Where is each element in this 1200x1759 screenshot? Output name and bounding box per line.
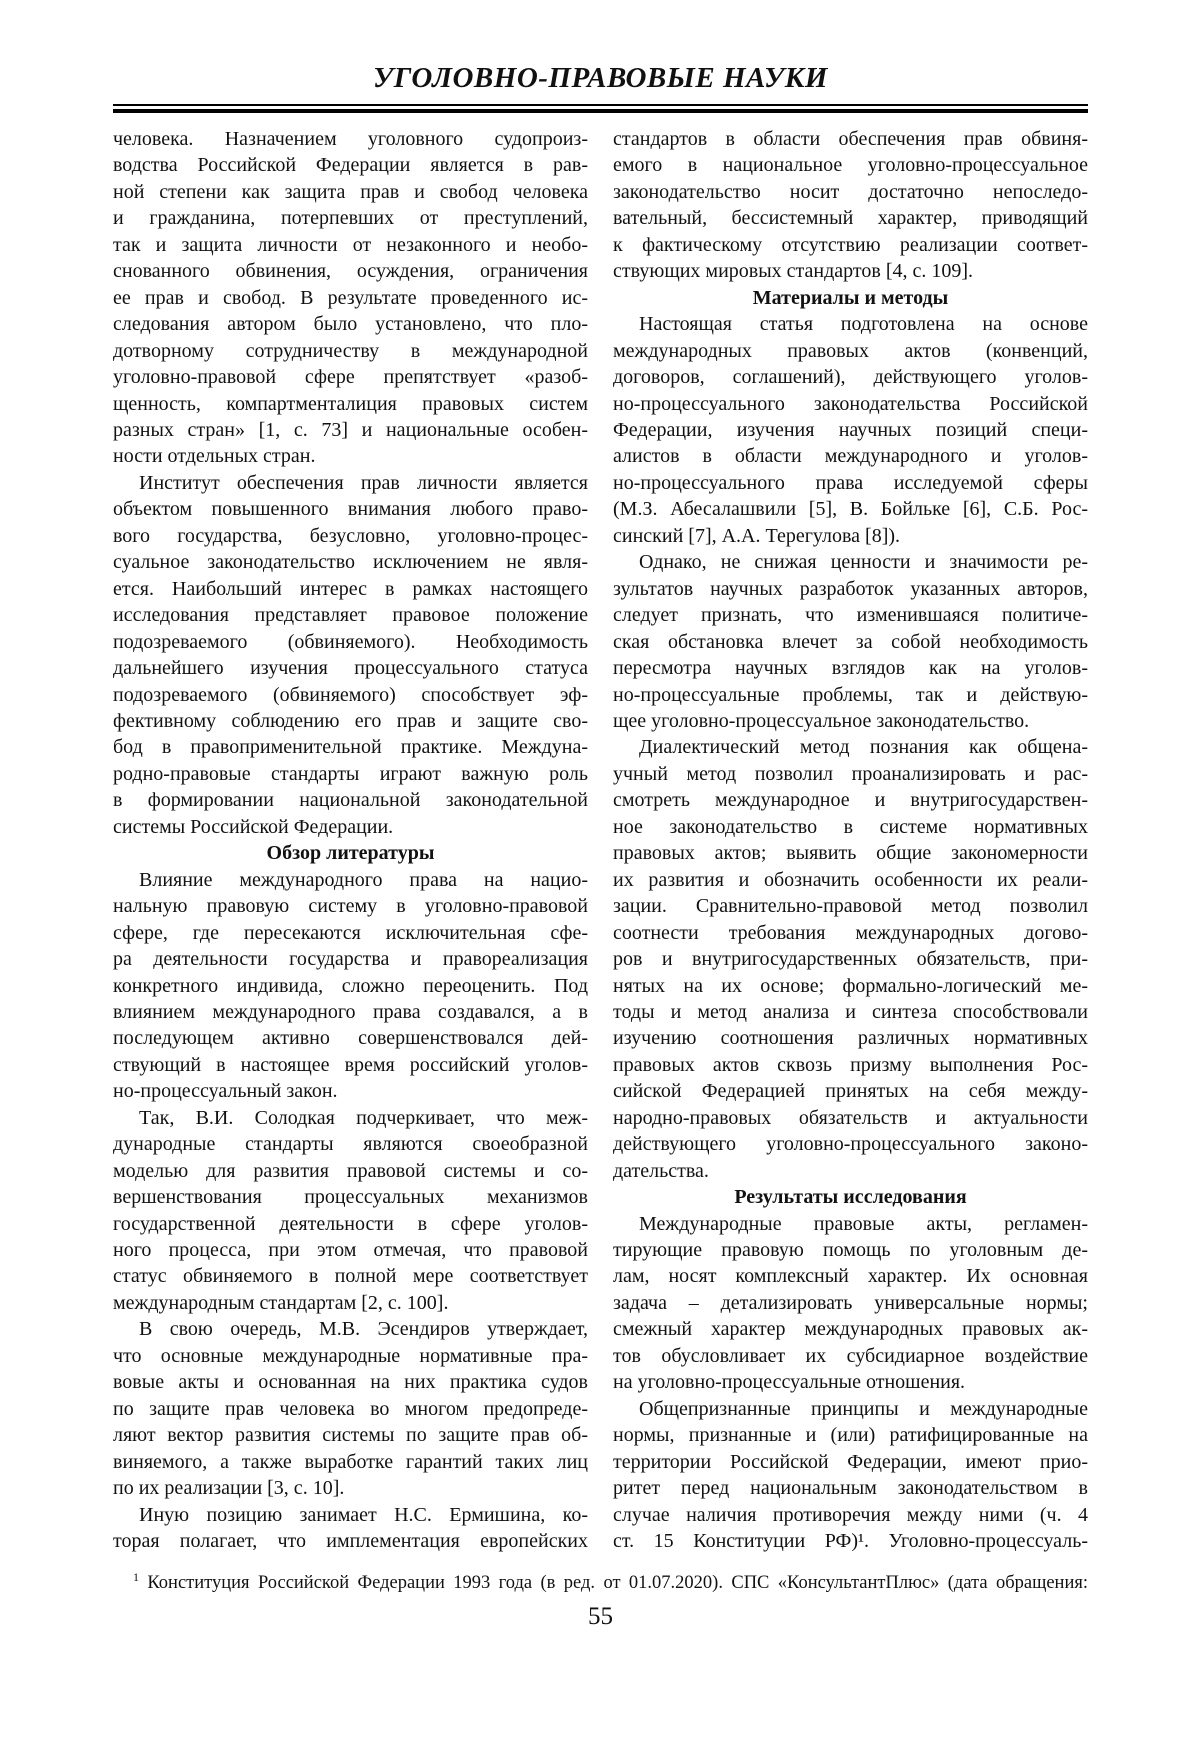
text-line: учный метод позволил проанализировать и рас- [613,762,1088,785]
text-line: Международные правовые акты, регламен- [639,1212,1088,1235]
text-line: алистов в области международного и уголов- [613,445,1088,468]
text-line: государственной деятельности в сфере уголов- [113,1212,588,1235]
text-line: правовых актов сквозь призму выполнения Рос- [613,1053,1088,1076]
text-line: снованного обвинения, осуждения, ограничения [113,260,588,283]
text-line: ного процесса, при этом отмечая, что правовой [113,1239,588,1262]
text-line: системы Российской Федерации. [113,815,394,838]
text-line: изучению соотношения различных нормативных [613,1027,1088,1050]
text-line: ется. Наибольший интерес в рамках настоящего [113,577,588,600]
text-line: смежный характер международных правовых ак- [613,1318,1088,1341]
text-line: ствующих мировых стандартов [4, с. 109]. [613,260,974,283]
text-line: соотнести требования международных догово- [613,921,1088,944]
text-line: моделью для развития правовой системы и со- [113,1159,588,1182]
text-line: их развития и обозначить особенности их реали- [613,868,1088,891]
text-line: Так, В.И. Солодкая подчеркивает, что меж- [139,1106,588,1129]
text-line: щее уголовно-процессуальное законодательство. [613,709,1030,732]
footnote [113,1571,1088,1595]
text-line: бод в правоприменительной практике. Междуна- [113,736,588,759]
page-number: 55 [588,1603,613,1631]
text-line: синский [7], А.А. Терегулова [8]). [613,524,901,547]
text-line: нятых на их основе; формально-логический ме- [613,974,1088,997]
text-line: тов обусловливает их субсидиарное воздействие [613,1344,1088,1367]
text-line: нормы, признанные и (или) ратифицированные на [613,1424,1088,1447]
section-heading: Результаты исследования [734,1186,967,1209]
text-line: подозреваемого (обвиняемого). Необходимость [113,630,588,653]
text-line: зультатов научных разработок указанных авторов, [613,577,1088,600]
text-line: пересмотра научных взглядов как на уголов- [613,657,1088,680]
text-line: ра деятельности государства и правореализация [113,948,588,971]
text-line: вовые акты и основанная на них практика судов [113,1371,588,1394]
text-line: ская обстановка влечет за собой необходимость [613,630,1088,653]
text-line: влиянием международного права создавался, а в [113,1000,588,1023]
text-line: подозреваемого (обвиняемого) способствует эф- [113,683,588,706]
text-line: на уголовно-процессуальные отношения. [613,1371,966,1394]
text-line: торая полагает, что имплементация европейских [113,1530,588,1553]
column-right [613,126,1088,1554]
text-line: ной степени как защита прав и свобод человека [113,180,588,203]
text-line: ное законодательство в системе нормативных [613,815,1088,838]
text-line: ствующий в настоящее время российский уголов- [113,1053,588,1076]
text-line: но-процессуальные проблемы, так и действую- [613,683,1088,706]
text-line: правовых актов; выявить общие закономерности [613,842,1088,865]
article-body [113,126,1088,1554]
text-line: Институт обеспечения прав личности является [139,471,588,494]
page-title: УГОЛОВНО-ПРАВОВЫЕ НАУКИ [373,62,828,94]
text-line: действующего уголовно-процессуального законо- [613,1133,1088,1156]
text-line: виняемого, а также выработке гарантий таких лиц [113,1450,588,1473]
text-line: объектом повышенного внимания любого право- [113,498,588,521]
text-line: нальную правовую систему в уголовно-правовой [113,895,588,918]
text-line: водства Российской Федерации является в рав- [113,154,588,177]
text-line: следования автором было установлено, что пло- [113,313,588,336]
text-line: ров и внутригосударственных обязательств, при- [613,948,1088,971]
text-line: дательства. [613,1159,709,1182]
footnote-marker: 1 [133,1570,139,1585]
text-line: исследования представляет правовое положение [113,604,588,627]
text-line: ляют вектор развития системы по защите прав об- [113,1424,588,1447]
text-line: в формировании национальной законодательной [113,789,588,812]
text-line: человека. Назначением уголовного судопроиз- [113,128,588,150]
text-line: Диалектический метод познания как общена- [639,736,1088,759]
text-line: по их реализации [3, с. 10]. [113,1477,345,1500]
text-line: сийской Федерацией принятых на себя между- [613,1080,1088,1103]
text-line: Влияние международного права на нацио- [139,868,588,891]
text-line: законодательство носит достаточно непоследо- [613,180,1088,203]
text-line: дальнейшего изучения процессуального статуса [113,657,588,680]
text-line: Общепризнанные принципы и международные [639,1397,1088,1420]
text-line: фективному соблюдению его прав и защите сво- [113,709,588,732]
text-line: территории Российской Федерации, имеют прио- [613,1450,1088,1473]
text-line: Иную позицию занимает Н.С. Ермишина, ко- [139,1503,588,1526]
text-line: вершенствования процессуальных механизмов [113,1186,588,1209]
text-line: смотреть международное и внутригосударствен- [613,789,1088,812]
section-heading: Обзор литературы [266,842,435,865]
text-line: стандартов в области обеспечения прав обвиня- [613,128,1088,150]
text-line: случае наличия противоречия между ними (ч. 4 [613,1503,1088,1526]
text-line: по защите прав человека во многом предопреде- [113,1397,588,1420]
text-line: ее прав и свобод. В результате проведенного ис- [113,286,588,309]
text-line: дотворному сотрудничеству в международной [113,339,588,362]
text-line: народно-правовых обязательств и актуальности [613,1106,1088,1129]
text-line: но-процессуальный закон. [113,1080,338,1103]
text-line: лам, носят комплексный характер. Их основная [613,1265,1088,1288]
text-line: международным стандартам [2, с. 100]. [113,1291,449,1314]
text-line: и гражданина, потерпевших от преступлений, [113,207,588,230]
text-line: тирующие правовую помощь по уголовным де- [613,1239,1088,1262]
text-line: статус обвиняемого в полной мере соответствует [113,1265,588,1288]
text-line: договоров, соглашений), действующего уголов- [613,366,1088,389]
text-line: Однако, не снижая ценности и значимости ре- [639,551,1088,574]
text-line: разных стран» [1, с. 73] и национальные особен- [113,418,588,441]
text-line: ст. 15 Конституции РФ)¹. Уголовно-процессуаль- [613,1530,1088,1553]
text-line: ности отдельных стран. [113,445,316,468]
text-line: емого в национальное уголовно-процессуальное [613,154,1088,177]
text-line: задача – детализировать универсальные нормы; [613,1291,1088,1314]
text-line: вательный, бессистемный характер, приводящий [613,207,1088,230]
text-line: ритет перед национальным законодательством в [613,1477,1088,1500]
text-line: щенность, компартменталиция правовых систем [113,392,588,415]
text-line: к фактическому отсутствию реализации соответ- [613,233,1088,256]
footnote-text: Конституция Российской Федерации 1993 года (в ред. от 01.07.2020). СПС «КонсультантПлюс» (дата обращения: [139,1573,1088,1594]
text-line: последующем активно совершенствовался дей- [113,1027,588,1050]
text-line: международных правовых актов (конвенций, [613,339,1088,362]
text-line: родно-правовые стандарты играют важную роль [113,762,588,785]
text-line: что основные международные нормативные пра- [113,1344,588,1367]
column-left [113,126,588,1554]
text-line: вого государства, безусловно, уголовно-процес- [113,524,588,547]
text-line: суальное законодательство исключением не явля- [113,551,588,574]
section-heading: Материалы и методы [752,286,949,309]
text-line: Настоящая статья подготовлена на основе [639,313,1088,336]
text-line: но-процессуального права исследуемой сферы [613,471,1088,494]
text-line: сфере, где пересекаются исключительная сфе- [113,921,588,944]
text-line: зации. Сравнительно-правовой метод позволил [613,895,1088,918]
text-line: уголовно-правовой сфере препятствует «разоб- [113,366,588,389]
text-line: конкретного индивида, сложно переоценить. Под [113,974,588,997]
text-line: но-процессуального законодательства Российской [613,392,1088,415]
header-divider [113,104,1088,113]
text-line: так и защита личности от незаконного и необо- [113,233,588,256]
text-line: дународные стандарты являются своеобразной [113,1133,588,1156]
text-line: (М.З. Абесалашвили [5], В. Бойльке [6], С.Б. Рос- [613,498,1088,521]
text-line: Федерации, изучения научных позиций специ- [613,418,1088,441]
text-line: тоды и метод анализа и синтеза способствовали [613,1000,1088,1023]
text-line: В свою очередь, М.В. Эсендиров утверждает, [139,1318,588,1341]
text-line: следует признать, что изменившаяся политиче- [613,604,1088,627]
journal-page [0,62,1200,1631]
